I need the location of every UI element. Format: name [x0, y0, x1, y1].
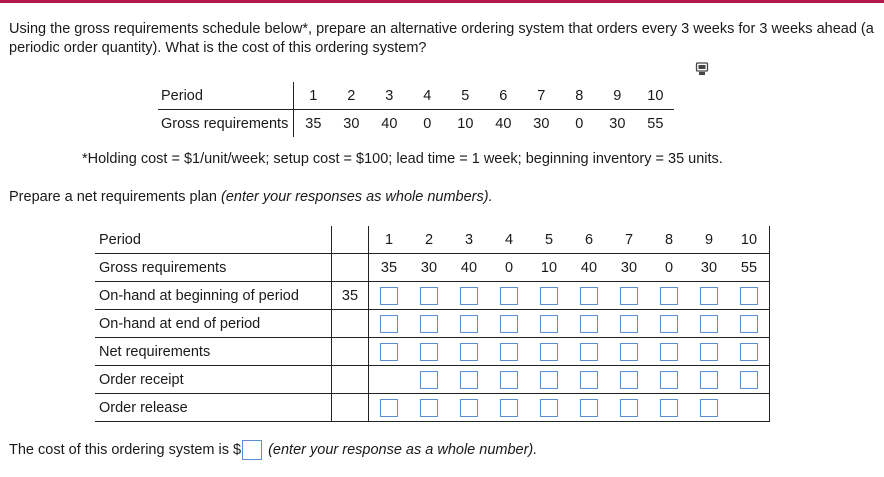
order-receipt-input-6[interactable]: [580, 371, 598, 389]
net-req-input-7[interactable]: [620, 343, 638, 361]
cost-input[interactable]: [242, 440, 262, 460]
plan-gross-cell: 30: [609, 254, 649, 282]
onhand-end-input-9[interactable]: [700, 315, 718, 333]
onhand-end-input-3[interactable]: [460, 315, 478, 333]
plan-period-cell: 3: [449, 226, 489, 254]
onhand-begin-label: On-hand at beginning of period: [95, 282, 332, 310]
onhand-begin-input-5[interactable]: [540, 287, 558, 305]
order-receipt-input-10[interactable]: [740, 371, 758, 389]
order-release-input-3[interactable]: [460, 399, 478, 417]
empty-init-cell: [332, 394, 369, 422]
net-req-input-1[interactable]: [380, 343, 398, 361]
plan-gross-cell: 35: [369, 254, 410, 282]
order-release-input-1[interactable]: [380, 399, 398, 417]
period-cell: 4: [408, 82, 446, 110]
prompt-text: Prepare a net requirements plan: [9, 189, 221, 205]
gross-cell: 10: [457, 115, 474, 132]
period-cell: 6: [484, 82, 522, 110]
top-accent-bar: [0, 0, 884, 3]
onhand-end-input-10[interactable]: [740, 315, 758, 333]
onhand-begin-input-8[interactable]: [660, 287, 678, 305]
order-release-input-7[interactable]: [620, 399, 638, 417]
onhand-begin-initial: 35: [332, 282, 369, 310]
question-text: Using the gross requirements schedule below*, prepare an alternative ordering system that orders every 3 weeks for 3 weeks ahead (a periodic order quantity). What is the cost of this ordering system?: [9, 21, 874, 56]
cost-hint: (enter your response as a whole number).: [268, 442, 538, 458]
net-req-input-6[interactable]: [580, 343, 598, 361]
net-requirements-plan-table: [95, 226, 770, 422]
gross-cell: 40: [495, 115, 512, 132]
order-release-input-9[interactable]: [700, 399, 718, 417]
period-cell: 8: [560, 82, 598, 110]
plan-gross-cell: 40: [449, 254, 489, 282]
onhand-end-label: On-hand at end of period: [95, 310, 332, 338]
order-receipt-input-4[interactable]: [500, 371, 518, 389]
plan-period-cell: 1: [369, 226, 410, 254]
plan-gross-label: Gross requirements: [95, 254, 332, 282]
empty-init-cell: [332, 338, 369, 366]
copy-icon[interactable]: [694, 62, 710, 76]
period-label: Period: [158, 82, 294, 110]
onhand-end-input-5[interactable]: [540, 315, 558, 333]
period-cell: 7: [522, 82, 560, 110]
onhand-end-input-8[interactable]: [660, 315, 678, 333]
onhand-end-input-4[interactable]: [500, 315, 518, 333]
onhand-begin-input-6[interactable]: [580, 287, 598, 305]
order-receipt-input-3[interactable]: [460, 371, 478, 389]
gross-cell: 35: [305, 115, 322, 132]
footnote: *Holding cost = $1/unit/week; setup cost = $100; lead time = 1 week; beginning inventory = 35 units.: [82, 151, 723, 167]
order-receipt-label: Order receipt: [95, 366, 332, 394]
plan-gross-cell: 40: [569, 254, 609, 282]
plan-gross-cell: 30: [409, 254, 449, 282]
net-req-input-9[interactable]: [700, 343, 718, 361]
plan-period-cell: 2: [409, 226, 449, 254]
plan-gross-cell: 30: [689, 254, 729, 282]
gross-cell: 40: [381, 115, 398, 132]
order-release-input-6[interactable]: [580, 399, 598, 417]
plan-period-label: Period: [95, 226, 332, 254]
onhand-begin-input-1[interactable]: [380, 287, 398, 305]
order-receipt-input-9[interactable]: [700, 371, 718, 389]
empty-init-cell: [332, 254, 369, 282]
gross-cell: 55: [647, 115, 664, 132]
cost-question: [9, 440, 537, 460]
onhand-begin-input-2[interactable]: [420, 287, 438, 305]
cost-prefix: The cost of this ordering system is $: [9, 442, 242, 458]
onhand-end-input-7[interactable]: [620, 315, 638, 333]
net-requirements-label: Net requirements: [95, 338, 332, 366]
net-req-input-10[interactable]: [740, 343, 758, 361]
plan-gross-cell: 10: [529, 254, 569, 282]
net-req-input-8[interactable]: [660, 343, 678, 361]
onhand-end-input-6[interactable]: [580, 315, 598, 333]
net-req-input-3[interactable]: [460, 343, 478, 361]
order-release-label: Order release: [95, 394, 332, 422]
plan-period-cell: 10: [729, 226, 770, 254]
net-req-input-5[interactable]: [540, 343, 558, 361]
empty-init-cell: [332, 310, 369, 338]
onhand-begin-input-9[interactable]: [700, 287, 718, 305]
plan-gross-cell: 55: [729, 254, 770, 282]
gross-cell: 0: [423, 115, 432, 132]
empty-receipt-cell: [369, 366, 410, 394]
plan-period-cell: 8: [649, 226, 689, 254]
prompt-hint: (enter your responses as whole numbers).: [221, 189, 493, 205]
plan-period-cell: 7: [609, 226, 649, 254]
onhand-end-input-2[interactable]: [420, 315, 438, 333]
order-release-input-2[interactable]: [420, 399, 438, 417]
gross-cell: 0: [575, 115, 584, 132]
empty-init-cell: [332, 226, 369, 254]
order-release-input-4[interactable]: [500, 399, 518, 417]
period-cell: 2: [332, 82, 370, 110]
empty-init-cell: [332, 366, 369, 394]
plan-period-cell: 9: [689, 226, 729, 254]
net-plan-prompt: [9, 189, 493, 205]
gross-cell: 30: [533, 115, 550, 132]
period-cell: 5: [446, 82, 484, 110]
gross-requirements-label: Gross requirements: [158, 110, 294, 138]
order-receipt-input-5[interactable]: [540, 371, 558, 389]
period-cell: 1: [294, 82, 333, 110]
period-cell: 10: [636, 82, 674, 110]
order-release-input-8[interactable]: [660, 399, 678, 417]
onhand-begin-input-4[interactable]: [500, 287, 518, 305]
net-req-input-2[interactable]: [420, 343, 438, 361]
plan-period-cell: 6: [569, 226, 609, 254]
plan-gross-cell: 0: [649, 254, 689, 282]
onhand-begin-input-3[interactable]: [460, 287, 478, 305]
order-receipt-input-2[interactable]: [420, 371, 438, 389]
gross-cell: 30: [609, 115, 626, 132]
gross-cell: 30: [343, 115, 360, 132]
onhand-begin-input-10[interactable]: [740, 287, 758, 305]
plan-period-cell: 4: [489, 226, 529, 254]
net-req-input-4[interactable]: [500, 343, 518, 361]
period-cell: 3: [370, 82, 408, 110]
empty-release-cell: [729, 394, 770, 422]
order-receipt-input-7[interactable]: [620, 371, 638, 389]
order-release-input-5[interactable]: [540, 399, 558, 417]
plan-period-cell: 5: [529, 226, 569, 254]
onhand-end-input-1[interactable]: [380, 315, 398, 333]
plan-gross-cell: 0: [489, 254, 529, 282]
period-cell: 9: [598, 82, 636, 110]
order-receipt-input-8[interactable]: [660, 371, 678, 389]
gross-requirements-table: [158, 82, 674, 137]
onhand-begin-input-7[interactable]: [620, 287, 638, 305]
